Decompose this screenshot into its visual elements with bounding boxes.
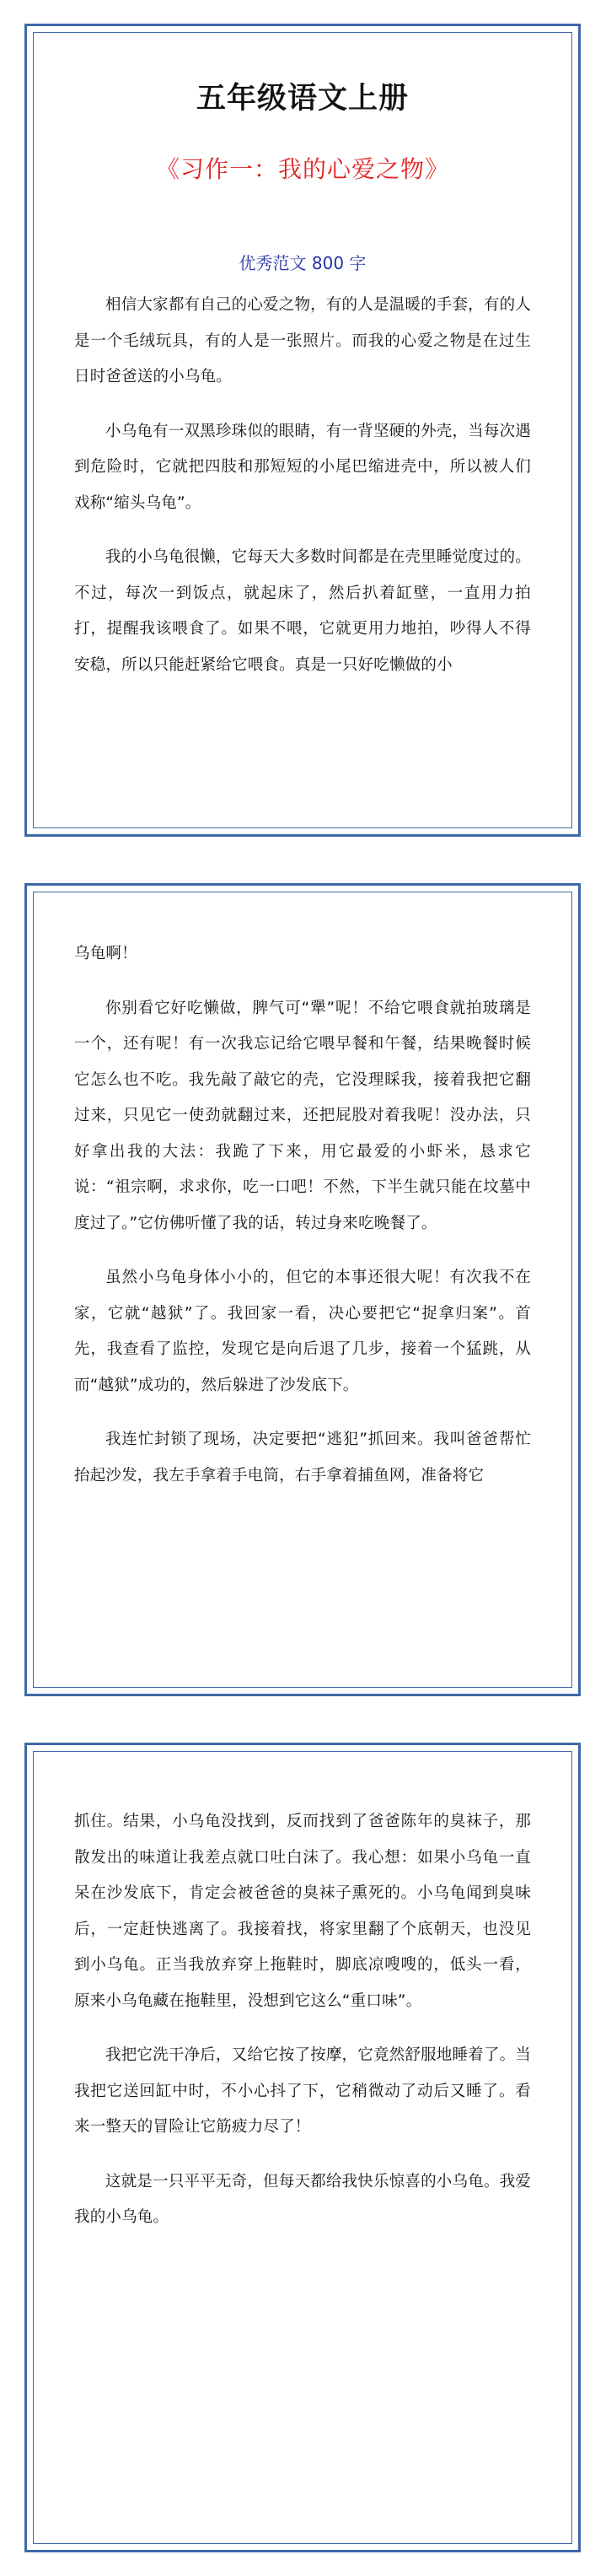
- page-card-1: [24, 24, 581, 837]
- page-card-3: [24, 1743, 581, 2552]
- paragraph: 你别看它好吃懒做，脾气可“犟”呢！不给它喂食就拍玻璃是一个，还有呢！有一次我忘记给它喂早餐和午餐，结果晚餐时候它怎么也不吃。我先敲了敲它的壳，它没理睬我，接着我把它翻过来，只见它一使劲就翻过来，还把屁股对着我呢！没办法，只好拿出我的大法：我跪了下来，用它最爱的小虾米，恳求它说：“祖宗啊，求求你，吃一口吧！不然，下半生就只能在坟墓中度过了。”它仿佛听懂了我的话，转过身来吃晚餐了。: [74, 999, 531, 1232]
- paragraph: 抓住。结果，小乌龟没找到，反而找到了爸爸陈年的臭袜子，那散发出的味道让我差点就口吐白沫了。我心想：如果小乌龟一直呆在沙发底下，肯定会被爸爸的臭袜子熏死的。小乌龟闻到臭味后，一定赶快逃离了。我接着找，将家里翻了个底朝天，也没见到小乌龟。正当我放弃穿上拖鞋时，脚底凉嗖嗖的，低头一看，原来小乌龟藏在拖鞋里，没想到它这么“重口味”。: [74, 1813, 531, 2010]
- paragraph: 乌龟啊！: [74, 945, 137, 962]
- page-3-content: [74, 1804, 531, 2255]
- paragraph: 我的小乌龟很懒，它每天大多数时间都是在壳里睡觉度过的。不过，每次一到饭点，就起床了，然后扒着缸壁，一直用力拍打，提醒我该喂食了。如果不喂，它就更用力地拍，吵得人不得安稳，所以只能赶紧给它喂食。真是一只好吃懒做的小: [74, 548, 531, 674]
- page-1-content: [74, 288, 531, 702]
- page-card-2: [24, 883, 581, 1696]
- document-subtitle: 《习作一：我的心爱之物》: [155, 155, 449, 183]
- paragraph: 我把它洗干净后，又给它按了按摩，它竟然舒服地睡着了。当我把它送回缸中时，不小心抖了下，它稍微动了动后又睡了。看来一整天的冒险让它筋疲力尽了！: [74, 2046, 531, 2136]
- paragraph: 这就是一只平平无奇，但每天都给我快乐惊喜的小乌龟。我爱我的小乌龟。: [74, 2172, 531, 2226]
- paragraph: 虽然小乌龟身体小小的，但它的本事还很大呢！有次我不在家，它就“越狱”了。我回家一看，决心要把它“捉拿归案”。首先，我查看了监控，发现它是向后退了几步，接着一个猛跳，从而“越狱”成功的，然后躲进了沙发底下。: [74, 1269, 531, 1394]
- document-title: 五年级语文上册: [196, 82, 409, 116]
- page-2-content: [74, 936, 531, 1512]
- paragraph: 小乌龟有一双黑珍珠似的眼睛，有一背坚硬的外壳，当每次遇到危险时，它就把四肢和那短短的小尾巴缩进壳中，所以被人们戏称“缩头乌龟”。: [74, 422, 531, 512]
- genre-label: 优秀范文 800 字: [239, 253, 367, 273]
- paragraph: 我连忙封锁了现场，决定要把“逃犯”抓回来。我叫爸爸帮忙抬起沙发，我左手拿着手电筒，右手拿着捕鱼网，准备将它: [74, 1431, 531, 1485]
- paragraph: 相信大家都有自己的心爱之物，有的人是温暖的手套，有的人是一个毛绒玩具，有的人是一张照片。而我的心爱之物是在过生日时爸爸送的小乌龟。: [74, 296, 531, 385]
